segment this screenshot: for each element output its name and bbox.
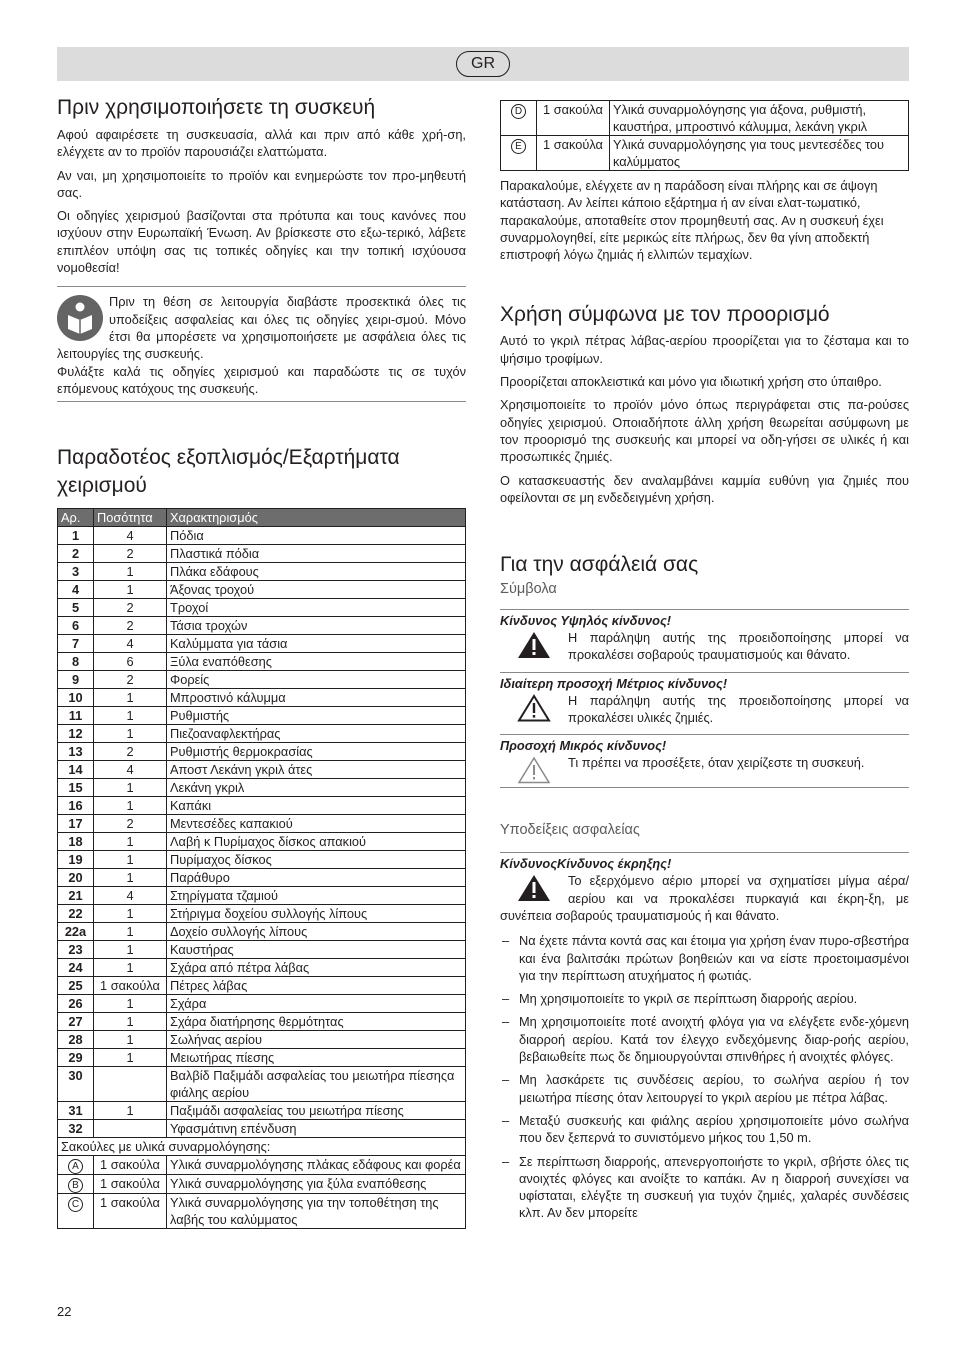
language-badge: GR [456, 51, 510, 77]
part-description: Φορείς [167, 671, 466, 689]
warning-filled-icon [500, 872, 568, 906]
part-number: 22 [58, 905, 94, 923]
part-description: Δοχείο συλλογής λίπους [167, 923, 466, 941]
bag-letter-badge: E [511, 139, 526, 154]
table-row [58, 905, 466, 923]
list-item: – Μεταξύ συσκευής και φιάλης αερίου χρησιμοποιείτε μόνο σωλήνα που δεν ξεπερνά το συνιστόμενο μήκος του 1,50 m. [500, 1112, 909, 1147]
list-item: – Σε περίπτωση διαρροής, απενεργοποιήστε το γκριλ, σβήστε όλες τις ανοιχτές φλόγες και ανοίξτε το καπάκι. Αν η διαρροή συνεχίσει να υφίσταται, ελέγξτε τη συσκευή για τυχόν ζημιές, χαλαρές συνδέσεις κλπ. Αν δεν μπορείτε [500, 1153, 909, 1222]
part-quantity: 1 [94, 1031, 167, 1049]
table-row [58, 671, 466, 689]
part-quantity: 1 σακούλα [94, 977, 167, 995]
part-description: Ρυθμιστής [167, 707, 466, 725]
part-quantity: 6 [94, 653, 167, 671]
part-number: 5 [58, 599, 94, 617]
bag-letter-badge: A [68, 1159, 83, 1174]
part-number: 29 [58, 1049, 94, 1067]
safety-list [500, 932, 909, 1221]
symbol-title: ΚίνδυνοςΚίνδυνος έκρηξης! [500, 856, 672, 872]
part-description: Πυρίμαχος δίσκος [167, 851, 466, 869]
table-row [58, 1031, 466, 1049]
part-number: 13 [58, 743, 94, 761]
bags-table-continued [500, 100, 909, 171]
warning-light-icon [500, 754, 568, 784]
part-quantity: 1 [94, 905, 167, 923]
table-row [58, 1194, 466, 1229]
part-number: 16 [58, 797, 94, 815]
part-quantity: 1 [94, 959, 167, 977]
part-number [501, 101, 537, 136]
heading-intended-use: Χρήση σύμφωνα με τον προορισμό [500, 303, 830, 327]
table-row [58, 1120, 466, 1138]
table-row [58, 1102, 466, 1120]
part-description: Πιεζοαναφλεκτήρας [167, 725, 466, 743]
column-header: Ποσότητα [94, 509, 167, 527]
part-quantity: 1 [94, 563, 167, 581]
heading-equipment: Παραδοτέος εξοπλισμός/Εξαρτήματα χειρισμού [57, 446, 400, 498]
part-description: Σχάρα [167, 995, 466, 1013]
part-description: Αποστ Λεκάνη γκριλ άτες [167, 761, 466, 779]
part-number: 18 [58, 833, 94, 851]
part-description: Βαλβίδ Παξιμάδι ασφαλείας του μειωτήρα πίεσηςα φιάλης αερίου [167, 1067, 466, 1102]
table-row [58, 707, 466, 725]
part-quantity: 1 [94, 1102, 167, 1120]
part-quantity [94, 1067, 167, 1102]
paragraph: Αν ναι, μη χρησιμοποιείτε το προϊόν και ενημερώστε τον προ-μηθευτή σας. [57, 167, 466, 200]
part-description: Σωλήνας αερίου [167, 1031, 466, 1049]
part-description: Υλικά συναρμολόγησης πλάκας εδάφους και φορέα [167, 1156, 466, 1175]
symbol-title: Κίνδυνος Υψηλός κίνδυνος! [500, 613, 672, 629]
list-item: – Να έχετε πάντα κοντά σας και έτοιμα για χρήση έναν πυρο-σβεστήρα και ένα βαλιτσάκι πρώτων βοηθειών και να είστε προετοιμασμένοι για την περίπτωση ατυχήματος ή φωτιάς. [500, 932, 909, 984]
table-row [58, 887, 466, 905]
part-description: Πλάκα εδάφους [167, 563, 466, 581]
part-description: Λαβή κ Πυρίμαχος δίσκος απακιού [167, 833, 466, 851]
table-row [501, 136, 909, 171]
part-number: 3 [58, 563, 94, 581]
paragraph: Παρακαλούμε, ελέγχετε αν η παράδοση είναι πλήρης και σε άψογη κατάσταση. Αν λείπει κάποιο εξάρτημα ή αν είναι ελατ-τωματικό, παρακαλούμε, αποταθείτε στον προμηθευτή σας. Αν η συσκευή έχει συναρμολογηθεί, είτε μερικώς είτε πλήρως, δεν θα γίνη αποδεκτή επιστροφή λόγω ζημιάς ή ελλιπών τεμαχίων. [500, 178, 884, 263]
paragraph: Χρησιμοποιείτε το προϊόν μόνο όπως περιγράφεται στις πα-ρούσες οδηγίες χειρισμού. Οποιαδήποτε άλλη χρήση θεωρείται ασύμφωνη με τον προορισμό της συσκευής και μπορεί να οδη-γήσει σε υλικές ή και προσωπικές ζημιές. [500, 397, 909, 465]
part-quantity: 1 [94, 869, 167, 887]
part-description: Τάσια τροχών [167, 617, 466, 635]
right-column [500, 100, 909, 1228]
part-description: Μεντεσέδες καπακιού [167, 815, 466, 833]
table-row [58, 1175, 466, 1194]
part-description: Σχάρα από πέτρα λάβας [167, 959, 466, 977]
table-row [501, 101, 909, 136]
heading-safety: Για την ασφάλειά σας [500, 553, 699, 577]
part-number: 25 [58, 977, 94, 995]
part-quantity: 1 [94, 581, 167, 599]
table-row [58, 797, 466, 815]
part-quantity: 1 [94, 1013, 167, 1031]
part-quantity [94, 1120, 167, 1138]
part-description: Ξύλα εναπόθεσης [167, 653, 466, 671]
part-number: 8 [58, 653, 94, 671]
table-row [58, 581, 466, 599]
part-number: 30 [58, 1067, 94, 1102]
bags-title: Σακούλες με υλικά συναρμολόγησης: [58, 1138, 466, 1156]
part-number: 20 [58, 869, 94, 887]
part-quantity: 2 [94, 815, 167, 833]
part-quantity: 4 [94, 761, 167, 779]
bag-letter-badge: B [68, 1178, 83, 1193]
warning-filled-icon [500, 629, 568, 659]
part-description: Τροχοί [167, 599, 466, 617]
list-item: – Μη χρησιμοποιείτε το γκριλ σε περίπτωση διαρροής αερίου. [500, 990, 909, 1007]
table-row [58, 779, 466, 797]
part-number: 31 [58, 1102, 94, 1120]
part-number [501, 136, 537, 171]
subheading-symbols: Σύμβολα [500, 581, 557, 598]
table-row [58, 941, 466, 959]
paragraph: Ο κατασκευαστής δεν αναλαμβάνει καμμία ευθύνη για ζημιές που οφείλονται σε μη ενδεδειγμένη χρήση. [500, 472, 909, 505]
part-quantity: 4 [94, 887, 167, 905]
part-quantity: 2 [94, 545, 167, 563]
table-row [58, 995, 466, 1013]
symbol-text: Τι πρέπει να προσέξετε, όταν χειρίζεστε τη συσκευή. [568, 755, 865, 771]
table-row [58, 851, 466, 869]
part-number: 23 [58, 941, 94, 959]
symbol-caution-block [500, 672, 909, 727]
table-row [58, 653, 466, 671]
part-description: Μειωτήρας πίεσης [167, 1049, 466, 1067]
part-quantity: 2 [94, 743, 167, 761]
part-number: 2 [58, 545, 94, 563]
part-description: Καλύμματα για τάσια [167, 635, 466, 653]
part-number [58, 1175, 94, 1194]
table-row [58, 617, 466, 635]
part-description: Παράθυρο [167, 869, 466, 887]
subheading-safety-notes: Υποδείξεις ασφαλείας [500, 822, 640, 839]
column-header: Χαρακτηρισμός [167, 509, 466, 527]
part-quantity: 2 [94, 671, 167, 689]
part-number: 24 [58, 959, 94, 977]
paragraph: Οι οδηγίες χειρισμού βασίζονται στα πρότυπα και τους κανόνες που ισχύουν στην Ευρωπαϊκή Ένωση. Αν βρίσκεστε στο εξω-τερικό, λάβετε επιπλέον υπόψη σας τις τοπικές οδηγίες και την τοπική ισχύουσα νομοθεσία! [57, 208, 466, 276]
part-quantity: 1 [94, 995, 167, 1013]
table-row [58, 725, 466, 743]
read-manual-icon [57, 295, 103, 341]
paragraph: Προορίζεται αποκλειστικά και μόνο για ιδιωτική χρήση στο ύπαιθρο. [500, 374, 882, 390]
part-number: 4 [58, 581, 94, 599]
part-description: Καπάκι [167, 797, 466, 815]
part-number: 1 [58, 527, 94, 545]
part-number: 9 [58, 671, 94, 689]
part-quantity: 1 σακούλα [94, 1194, 167, 1229]
part-description: Στήριγμα δοχείου συλλογής λίπους [167, 905, 466, 923]
part-description: Λεκάνη γκριλ [167, 779, 466, 797]
part-number: 28 [58, 1031, 94, 1049]
part-quantity: 1 σακούλα [537, 101, 610, 136]
part-description: Μπροστινό κάλυμμα [167, 689, 466, 707]
table-header-row [58, 509, 466, 527]
part-description: Υλικά συναρμολόγησης για τους μεντεσέδες του καλύμματος [610, 136, 909, 171]
part-quantity: 1 σακούλα [537, 136, 610, 171]
table-row [58, 743, 466, 761]
read-instructions-box [57, 286, 466, 402]
part-quantity: 1 [94, 779, 167, 797]
part-number: 7 [58, 635, 94, 653]
part-number [58, 1194, 94, 1229]
part-number: 21 [58, 887, 94, 905]
bag-letter-badge: C [68, 1197, 83, 1212]
table-row [58, 689, 466, 707]
left-column [57, 95, 466, 1229]
part-description: Υφασμάτινη επένδυση [167, 1120, 466, 1138]
part-description: Πέτρες λάβας [167, 977, 466, 995]
table-row [58, 1049, 466, 1067]
part-description: Παξιμάδι ασφαλείας του μειωτήρα πίεσης [167, 1102, 466, 1120]
part-quantity: 1 [94, 833, 167, 851]
part-number [58, 1156, 94, 1175]
table-row [58, 1013, 466, 1031]
symbol-title: Προσοχή Μικρός κίνδυνος! [500, 738, 667, 754]
part-quantity: 1 [94, 689, 167, 707]
table-row [58, 599, 466, 617]
paragraph: Αυτό το γκριλ πέτρας λάβας-αερίου προορίζεται για το ζέσταμα και το ψήσιμο τροφίμων. [500, 333, 909, 366]
table-row [58, 527, 466, 545]
info-text: Πριν τη θέση σε λειτουργία διαβάστε προσεκτικά όλες τις υποδείξεις ασφαλείας και όλες τις οδηγίες χειρι-σμού. Μόνο έτσι θα μπορέσετε να χρησιμοποιήσετε με ασφάλεια όλες τις λειτουργίες της συσκευής. [57, 294, 466, 362]
part-quantity: 1 σακούλα [94, 1175, 167, 1194]
symbol-title: Ιδιαίτερη προσοχή Μέτριος κίνδυνος! [500, 675, 728, 691]
part-number: 26 [58, 995, 94, 1013]
table-row [58, 1156, 466, 1175]
part-quantity: 1 [94, 797, 167, 815]
table-row [58, 959, 466, 977]
bag-letter-badge: D [511, 104, 526, 119]
part-description: Σχάρα διατήρησης θερμότητας [167, 1013, 466, 1031]
list-item: – Μη λασκάρετε τις συνδέσεις αερίου, το σωλήνα αερίου ή τον μειωτήρα πίεσης όταν λειτουργεί το γκριλ αερίου με πέτρα λάβας. [500, 1071, 909, 1106]
part-quantity: 1 [94, 707, 167, 725]
part-quantity: 2 [94, 599, 167, 617]
parts-table [57, 508, 466, 1229]
part-quantity: 4 [94, 635, 167, 653]
bags-title-row [58, 1138, 466, 1156]
part-quantity: 1 [94, 923, 167, 941]
table-row [58, 635, 466, 653]
part-quantity: 1 [94, 1049, 167, 1067]
part-number: 11 [58, 707, 94, 725]
table-row [58, 815, 466, 833]
symbol-text: Η παράληψη αυτής της προειδοποίησης μπορεί να προκαλέσει σοβαρούς τραυματισμούς και θάνατο. [568, 630, 909, 663]
part-number: 14 [58, 761, 94, 779]
part-number: 6 [58, 617, 94, 635]
table-row [58, 761, 466, 779]
part-number: 27 [58, 1013, 94, 1031]
part-description: Πλαστικά πόδια [167, 545, 466, 563]
part-description: Υλικά συναρμολόγησης για άξονα, ρυθμιστή, καυστήρα, μπροστινό κάλυμμα, λεκάνη γκριλ [610, 101, 909, 136]
part-number: 17 [58, 815, 94, 833]
part-number: 10 [58, 689, 94, 707]
part-quantity: 2 [94, 617, 167, 635]
part-description: Άξονας τροχού [167, 581, 466, 599]
heading-before-use: Πριν χρησιμοποιήσετε τη συσκευή [57, 96, 376, 119]
list-item: – Μη χρησιμοποιείτε ποτέ ανοιχτή φλόγα για να ελέγξετε ενδε-χόμενη διαρροή αερίου. Κατά τον έλεγχο ενδεχόμενης διαρ-ροής αερίου, βεβαιωθείτε πως δε δημιουργούνται σπινθήρες ή ανοιχτές φλόγες. [500, 1013, 909, 1065]
page-number: 22 [57, 1304, 72, 1319]
part-description: Πόδια [167, 527, 466, 545]
info-text: Φυλάξτε καλά τις οδηγίες χειρισμού και παραδώστε τις σε τυχόν επόμενους κατόχους της συσκευής. [57, 363, 466, 396]
part-number: 19 [58, 851, 94, 869]
column-header: Αρ. [58, 509, 94, 527]
explosion-warning-block [500, 852, 909, 924]
part-quantity: 1 [94, 851, 167, 869]
explosion-text: Το εξερχόμενο αέριο μπορεί να σχηματίσει μίγμα αέρα/αερίου και να προκαλέσει πυρκαγιά και έκρη-ξη, με συνέπεια σοβαρούς τραυματισμούς ή και θάνατο. [500, 873, 909, 923]
symbol-attention-block [500, 734, 909, 788]
part-quantity: 4 [94, 527, 167, 545]
part-description: Καυστήρας [167, 941, 466, 959]
symbol-text: Η παράληψη αυτής της προειδοποίησης μπορεί να προκαλέσει υλικές ζημιές. [568, 692, 909, 726]
table-row [58, 977, 466, 995]
paragraph: Αφού αφαιρέσετε τη συσκευασία, αλλά και πριν από κάθε χρή-ση, ελέγχετε αν το προϊόν παρουσιάζει ελαττώματα. [57, 127, 466, 160]
part-number: 32 [58, 1120, 94, 1138]
part-description: Υλικά συναρμολόγησης για την τοποθέτηση της λαβής του καλύμματος [167, 1194, 466, 1229]
table-row [58, 545, 466, 563]
part-number: 12 [58, 725, 94, 743]
part-quantity: 1 [94, 725, 167, 743]
part-number: 15 [58, 779, 94, 797]
table-row [58, 563, 466, 581]
part-description: Υλικά συναρμολόγησης για ξύλα εναπόθεσης [167, 1175, 466, 1194]
part-quantity: 1 σακούλα [94, 1156, 167, 1175]
table-row [58, 923, 466, 941]
part-description: Ρυθμιστής θερμοκρασίας [167, 743, 466, 761]
table-row [58, 833, 466, 851]
table-row [58, 1067, 466, 1102]
part-description: Στηρίγματα τζαμιού [167, 887, 466, 905]
part-number: 22a [58, 923, 94, 941]
symbol-danger-block [500, 609, 909, 664]
warning-outline-icon [500, 692, 568, 722]
part-quantity: 1 [94, 941, 167, 959]
table-row [58, 869, 466, 887]
